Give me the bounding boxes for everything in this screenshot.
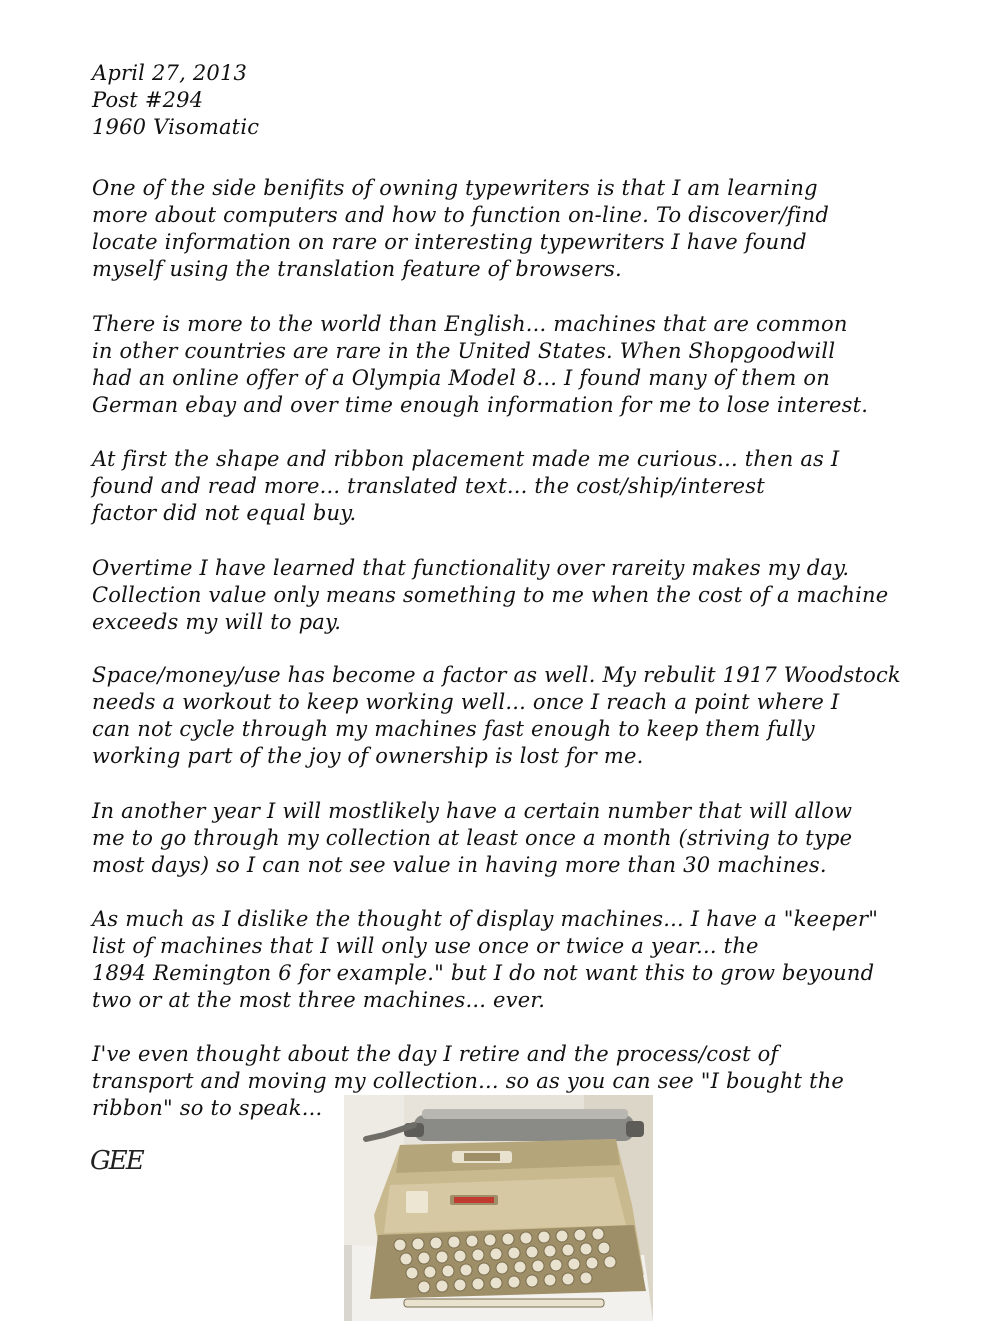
text-line: 1894 Remington 6 for example." but I do not want this to grow beyound <box>92 961 875 985</box>
text-line: Overtime I have learned that functionality over rareity makes my day. <box>92 556 850 580</box>
text-line: can not cycle through my machines fast enough to keep them fully <box>92 717 815 741</box>
text-line: There is more to the world than English... machines that are common <box>92 312 848 336</box>
text-line: At first the shape and ribbon placement made me curious... then as I <box>92 447 840 471</box>
text-line: German ebay and over time enough information for me to lose interest. <box>92 393 869 417</box>
text-line: two or at the most three machines... ever. <box>92 988 546 1012</box>
text-line: me to go through my collection at least once a month (striving to type <box>92 826 853 850</box>
signature: GEE <box>90 1146 143 1176</box>
text-line: in other countries are rare in the United States. When Shopgoodwill <box>92 339 836 363</box>
paragraph-5 <box>92 662 901 770</box>
text-line: needs a workout to keep working well... once I reach a point where I <box>92 690 840 714</box>
paragraph-1 <box>92 175 892 283</box>
post-number: Post #294 <box>92 88 204 112</box>
paragraph-4 <box>92 555 892 636</box>
paragraph-2 <box>92 311 892 419</box>
text-line: One of the side benifits of owning typewriters is that I am learning <box>92 176 818 200</box>
text-line: factor did not equal buy. <box>92 501 357 525</box>
text-line: list of machines that I will only use once or twice a year... the <box>92 934 759 958</box>
text-line: transport and moving my collection... so as you can see "I bought the <box>92 1069 845 1093</box>
paragraph-3 <box>92 446 892 527</box>
paragraph-7 <box>92 906 892 1014</box>
text-line: myself using the translation feature of browsers. <box>92 257 622 281</box>
text-line: ribbon" so to speak... <box>92 1096 323 1120</box>
text-line: most days) so I can not see value in having more than 30 machines. <box>92 853 827 877</box>
letter-date: April 27, 2013 <box>92 61 248 85</box>
letter-subject: 1960 Visomatic <box>92 115 260 139</box>
text-line: exceeds my will to pay. <box>92 610 342 634</box>
letter-header <box>92 60 392 141</box>
text-line: more about computers and how to function on-line. To discover/find <box>92 203 830 227</box>
text-line: found and read more... translated text... the cost/ship/interest <box>92 474 765 498</box>
text-line: In another year I will mostlikely have a certain number that will allow <box>92 799 853 823</box>
typewriter-photo <box>344 1095 653 1321</box>
text-line: working part of the joy of ownership is lost for me. <box>92 744 644 768</box>
text-line: had an online offer of a Olympia Model 8... I found many of them on <box>92 366 830 390</box>
paragraph-6 <box>92 798 892 879</box>
text-line: As much as I dislike the thought of display machines... I have a "keeper" <box>92 907 879 931</box>
typewriter-icon <box>344 1095 653 1321</box>
text-line: I've even thought about the day I retire and the process/cost of <box>92 1042 779 1066</box>
text-line: Collection value only means something to me when the cost of a machine <box>92 583 889 607</box>
text-line: locate information on rare or interesting typewriters I have found <box>92 230 807 254</box>
text-line: Space/money/use has become a factor as well. My rebulit 1917 Woodstock <box>92 663 901 687</box>
